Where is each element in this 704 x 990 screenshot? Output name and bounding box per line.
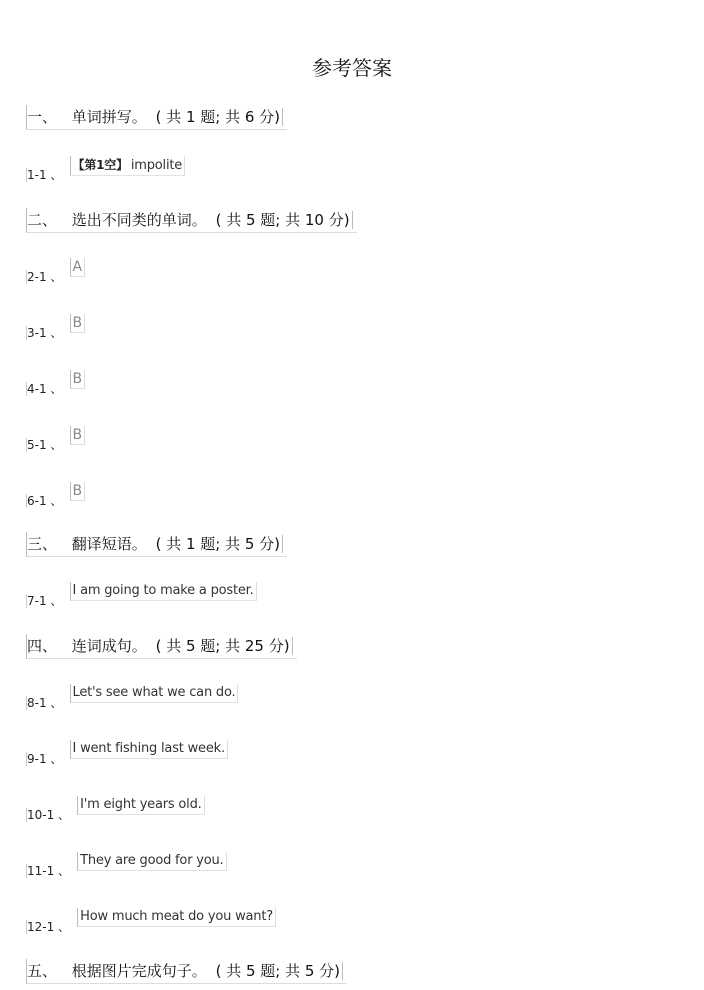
question-number: 6-1 、 bbox=[27, 494, 63, 508]
question-number: 5-1 、 bbox=[27, 438, 63, 452]
section-heading-3 bbox=[26, 532, 287, 557]
question-number: 7-1 、 bbox=[27, 594, 63, 608]
section-number: 五、 bbox=[27, 962, 58, 980]
answer-text: B bbox=[70, 482, 85, 501]
question-number: 10-1 、 bbox=[27, 808, 71, 822]
section-title: 选出不同类的单词。 bbox=[71, 211, 207, 229]
answer-row bbox=[26, 314, 85, 340]
section-number: 四、 bbox=[27, 637, 58, 655]
answer-row bbox=[26, 258, 85, 284]
answer-text: I'm eight years old. bbox=[77, 796, 204, 815]
answer-row bbox=[26, 684, 238, 710]
section-score-info: ( 共 5 题; 共 5 分) bbox=[216, 962, 343, 980]
section-score-info: ( 共 5 题; 共 10 分) bbox=[216, 211, 353, 229]
answer-value: impolite bbox=[130, 158, 183, 173]
answer-text: I went fishing last week. bbox=[70, 740, 228, 759]
question-number: 11-1 、 bbox=[27, 864, 71, 878]
section-title: 单词拼写。 bbox=[71, 108, 147, 126]
section-heading-1 bbox=[26, 105, 287, 130]
answer-text: B bbox=[70, 314, 85, 333]
answer-text: I am going to make a poster. bbox=[70, 582, 257, 601]
answer-row bbox=[26, 156, 185, 182]
question-number: 12-1 、 bbox=[27, 920, 71, 934]
answer-text: B bbox=[70, 370, 85, 389]
section-score-info: ( 共 1 题; 共 5 分) bbox=[156, 535, 283, 553]
page-title: 参考答案 bbox=[312, 56, 392, 80]
answer-row bbox=[26, 852, 227, 878]
answer-text: How much meat do you want? bbox=[77, 908, 276, 927]
section-heading-5 bbox=[26, 959, 347, 984]
section-title: 连词成句。 bbox=[71, 637, 147, 655]
answer-text: B bbox=[70, 426, 85, 445]
question-number: 2-1 、 bbox=[27, 270, 63, 284]
answer-row bbox=[26, 908, 276, 934]
question-number: 9-1 、 bbox=[27, 752, 63, 766]
question-number: 1-1 、 bbox=[27, 168, 63, 182]
section-title: 根据图片完成句子。 bbox=[71, 962, 207, 980]
answer-row bbox=[26, 582, 257, 608]
section-number: 三、 bbox=[27, 535, 58, 553]
question-number: 8-1 、 bbox=[27, 696, 63, 710]
answer-text: A bbox=[70, 258, 85, 277]
answer-text bbox=[70, 156, 186, 176]
answer-text: Let's see what we can do. bbox=[70, 684, 239, 703]
answer-row bbox=[26, 426, 85, 452]
question-number: 3-1 、 bbox=[27, 326, 63, 340]
section-heading-2 bbox=[26, 208, 357, 233]
blank-tag: 【第1空】 bbox=[72, 158, 128, 172]
answer-row bbox=[26, 796, 205, 822]
answer-text: They are good for you. bbox=[77, 852, 226, 871]
section-score-info: ( 共 5 题; 共 25 分) bbox=[156, 637, 293, 655]
section-number: 一、 bbox=[27, 108, 58, 126]
section-heading-4 bbox=[26, 634, 297, 659]
question-number: 4-1 、 bbox=[27, 382, 63, 396]
section-title: 翻译短语。 bbox=[71, 535, 147, 553]
answer-row bbox=[26, 740, 228, 766]
section-score-info: ( 共 1 题; 共 6 分) bbox=[156, 108, 283, 126]
answer-row bbox=[26, 370, 85, 396]
answer-row bbox=[26, 482, 85, 508]
section-number: 二、 bbox=[27, 211, 58, 229]
